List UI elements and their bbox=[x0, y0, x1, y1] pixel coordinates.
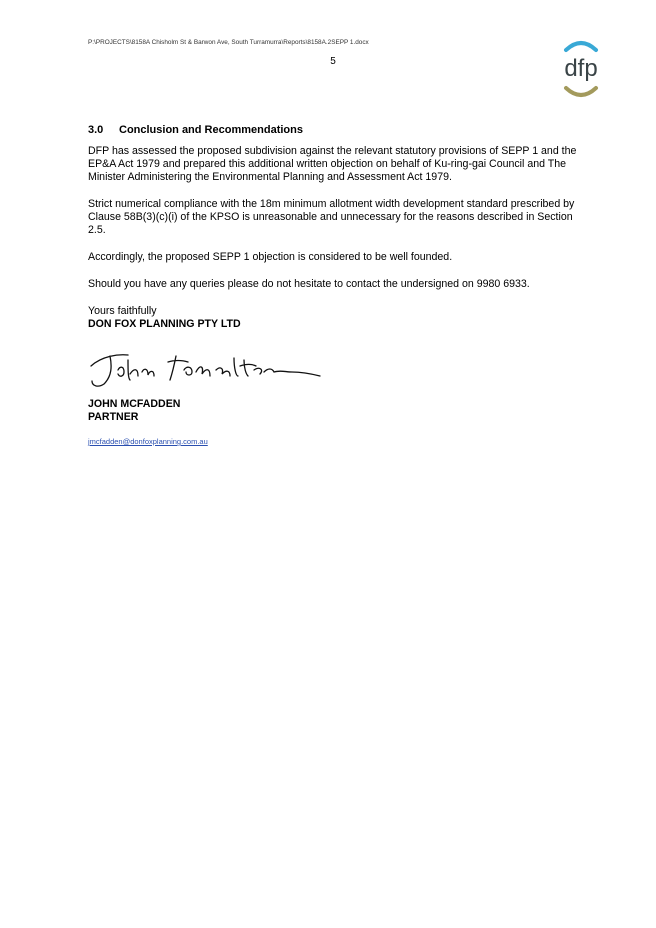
file-path: P:\PROJECTS\8158A Chisholm St & Barwon Ave, South Turramurra\Reports\8158A.2SEPP 1.docx bbox=[88, 39, 369, 46]
logo-text: dfp bbox=[564, 55, 598, 82]
section-title: Conclusion and Recommendations bbox=[119, 124, 303, 136]
closing-block bbox=[88, 305, 241, 331]
paragraph-assessment: DFP has assessed the proposed subdivision against the relevant statutory provisions of SEPP 1 and the EP&A Act 1979 and prepared this additional written objection on behalf of Ku-ring-gai Council and The Minister Administering the Environmental Planning and Assessment Act 1979. bbox=[88, 145, 577, 183]
logo-bottom-arc bbox=[566, 88, 596, 95]
salutation: Yours faithfully bbox=[88, 305, 157, 317]
company-name: DON FOX PLANNING PTY LTD bbox=[88, 318, 241, 330]
logo-top-arc bbox=[566, 43, 596, 50]
signer-title: PARTNER bbox=[88, 411, 139, 423]
section-heading bbox=[88, 124, 303, 136]
page-number: 5 bbox=[330, 56, 336, 67]
paragraph-conclusion: Accordingly, the proposed SEPP 1 objection is considered to be well founded. bbox=[88, 251, 453, 263]
signer-name: JOHN MCFADDEN bbox=[88, 398, 181, 410]
signer-block bbox=[88, 398, 180, 424]
paragraph-contact: Should you have any queries please do not hesitate to contact the undersigned on 9980 6933. bbox=[88, 278, 530, 290]
dfp-logo bbox=[558, 38, 604, 102]
email-link[interactable]: jmcfadden@donfoxplanning.com.au bbox=[88, 437, 208, 446]
handwritten-signature bbox=[88, 348, 324, 390]
paragraph-compliance: Strict numerical compliance with the 18m minimum allotment width development standard prescribed by Clause 58B(3)(c)(i) of the KPSO is unreasonable and unnecessary for the reasons described in Section 2.5. bbox=[88, 198, 575, 236]
section-number: 3.0 bbox=[88, 124, 104, 136]
